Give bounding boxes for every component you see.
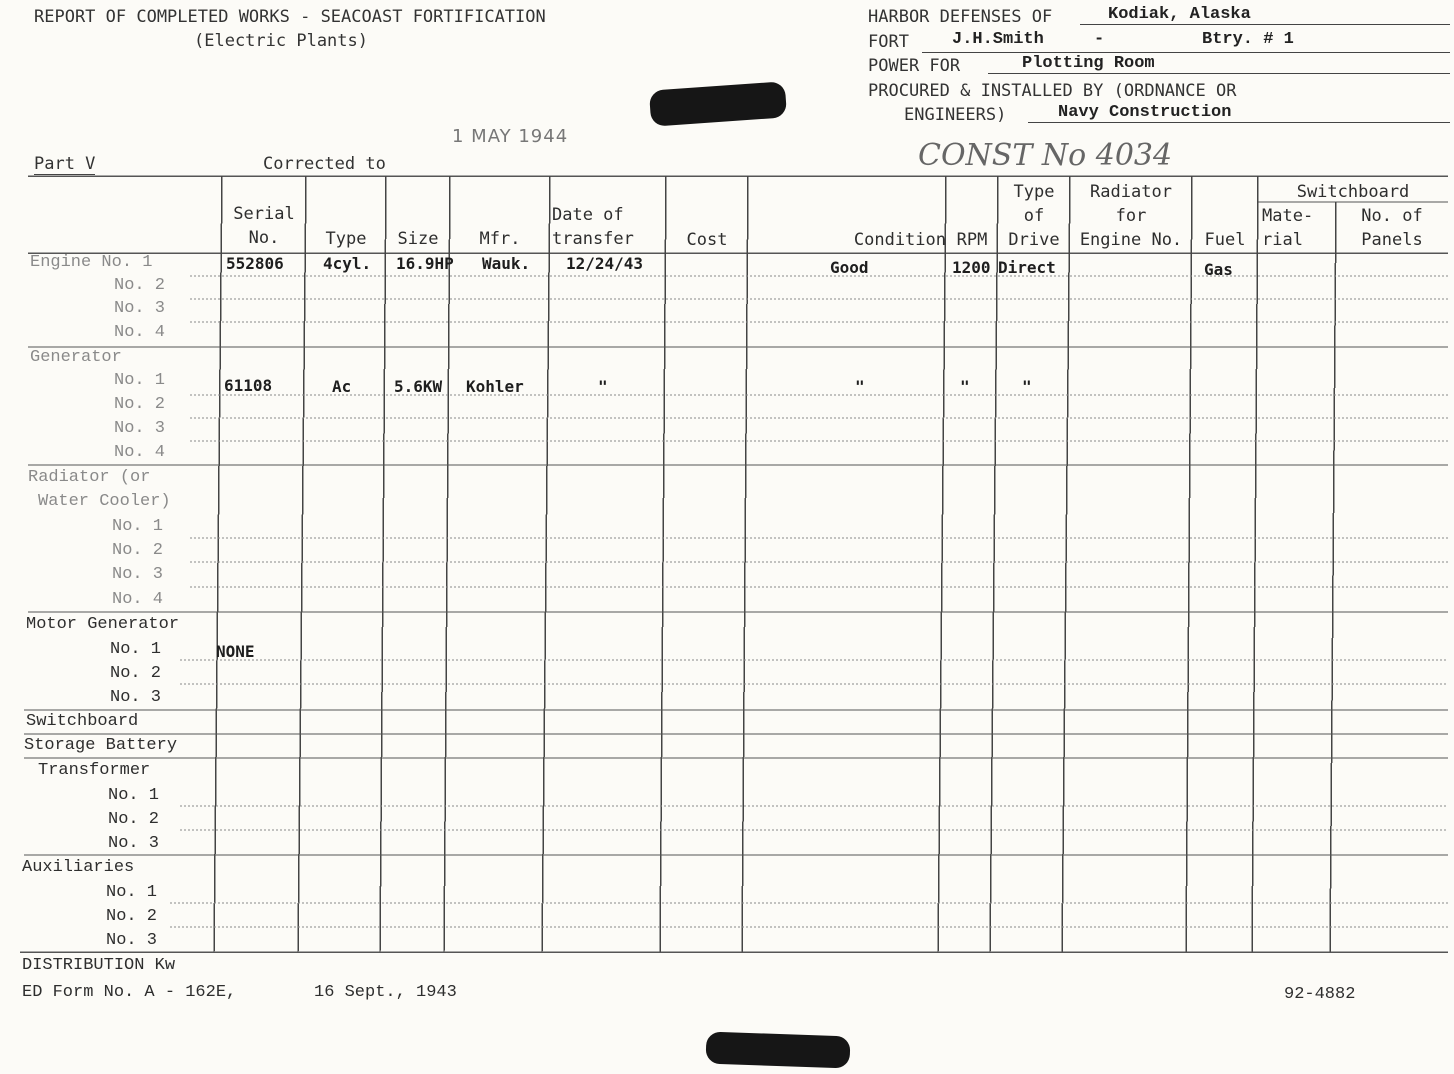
row-distribution-kw: DISTRIBUTION Kw bbox=[22, 956, 176, 975]
col-date-transfer: Date of transfer bbox=[552, 205, 634, 249]
engine1-condition: Good bbox=[830, 258, 869, 277]
generator1-type: Ac bbox=[332, 377, 352, 396]
row-engine-4: No. 4 bbox=[114, 323, 166, 342]
report-title: REPORT OF COMPLETED WORKS - SEACOAST FORTIFICATION bbox=[34, 7, 546, 27]
col-type-of-drive: Type of Drive bbox=[1008, 182, 1060, 250]
engine1-fuel: Gas bbox=[1204, 260, 1233, 279]
generator1-rpm-ditto: " bbox=[960, 377, 970, 396]
col-no-of-panels: No. of Panels bbox=[1361, 206, 1423, 250]
power-for-label: POWER FOR bbox=[868, 56, 961, 76]
motor-generator1-none: NONE bbox=[216, 642, 255, 661]
form-date: 16 Sept., 1943 bbox=[314, 983, 457, 1002]
power-for-value: Plotting Room bbox=[988, 54, 1450, 74]
col-material: Mate- rial bbox=[1262, 206, 1314, 250]
part-label: Part V bbox=[34, 154, 96, 174]
row-motor-generator-3: No. 3 bbox=[110, 688, 162, 707]
row-auxiliaries-2: No. 2 bbox=[106, 907, 158, 926]
harbor-defenses-label: HARBOR DEFENSES OF bbox=[868, 7, 1053, 27]
col-type: Type bbox=[325, 229, 367, 249]
col-serial-no: Serial No. bbox=[233, 204, 295, 248]
engine1-type: 4cyl. bbox=[323, 254, 372, 273]
row-motor-generator-heading: Motor Generator bbox=[26, 615, 180, 634]
fort-value: J.H.Smith bbox=[952, 30, 1044, 49]
row-radiator-heading-2: Water Cooler) bbox=[38, 492, 171, 511]
row-engine-2: No. 2 bbox=[114, 276, 166, 295]
generator1-size: 5.6KW bbox=[394, 377, 443, 396]
engine1-mfr: Wauk. bbox=[482, 254, 531, 273]
col-radiator-engine-no: Radiator for Engine No. bbox=[1079, 182, 1183, 250]
generator1-mfr: Kohler bbox=[466, 377, 524, 396]
date-stamp: 1 MAY 1944 bbox=[452, 126, 569, 147]
row-engine-1: Engine No. 1 bbox=[30, 253, 153, 272]
row-transformer-3: No. 3 bbox=[108, 834, 160, 853]
row-auxiliaries-heading: Auxiliaries bbox=[22, 858, 135, 877]
col-rpm: RPM bbox=[956, 230, 988, 250]
row-generator-2: No. 2 bbox=[114, 395, 166, 414]
row-storage-battery: Storage Battery bbox=[24, 736, 178, 755]
row-radiator-4: No. 4 bbox=[112, 590, 164, 609]
procured-label-2: ENGINEERS) bbox=[904, 105, 1007, 125]
row-generator-4: No. 4 bbox=[114, 443, 166, 462]
row-motor-generator-1: No. 1 bbox=[110, 640, 162, 659]
row-auxiliaries-3: No. 3 bbox=[106, 931, 158, 950]
row-switchboard: Switchboard bbox=[26, 712, 139, 731]
corrected-to-label: Corrected to bbox=[263, 154, 386, 174]
form-code: 92-4882 bbox=[1284, 985, 1356, 1004]
col-mfr: Mfr. bbox=[479, 229, 521, 249]
row-motor-generator-2: No. 2 bbox=[110, 664, 162, 683]
engine1-date: 12/24/43 bbox=[566, 254, 644, 273]
fort-dash: - bbox=[1094, 30, 1105, 49]
report-subtitle: (Electric Plants) bbox=[194, 31, 368, 51]
row-generator-1: No. 1 bbox=[114, 371, 166, 390]
col-size: Size bbox=[397, 229, 439, 249]
generator1-serial: 61108 bbox=[224, 376, 273, 395]
engine1-serial: 552806 bbox=[226, 254, 284, 273]
row-radiator-2: No. 2 bbox=[112, 541, 164, 560]
form-number: ED Form No. A - 162E, bbox=[22, 983, 237, 1002]
row-radiator-1: No. 1 bbox=[112, 517, 164, 536]
generator1-drive-ditto: " bbox=[1022, 377, 1032, 396]
engine1-rpm: 1200 bbox=[952, 258, 991, 277]
row-transformer-1: No. 1 bbox=[108, 786, 160, 805]
row-generator-3: No. 3 bbox=[114, 419, 166, 438]
procured-value: Navy Construction bbox=[1028, 103, 1450, 123]
col-condition: Condition bbox=[853, 230, 946, 250]
generator1-condition-ditto: " bbox=[855, 377, 865, 396]
engine1-size: 16.9HP bbox=[396, 254, 454, 273]
row-radiator-3: No. 3 bbox=[112, 565, 164, 584]
col-switchboard: Switchboard bbox=[1296, 182, 1410, 202]
engine1-drive: Direct bbox=[998, 258, 1056, 277]
row-generator-heading: Generator bbox=[30, 348, 122, 367]
row-transformer-2: No. 2 bbox=[108, 810, 160, 829]
battery-value: Btry. # 1 bbox=[1202, 30, 1294, 49]
row-engine-3: No. 3 bbox=[114, 299, 166, 318]
row-radiator-heading-1: Radiator (or bbox=[28, 468, 151, 487]
row-auxiliaries-1: No. 1 bbox=[106, 883, 158, 902]
fort-label: FORT bbox=[868, 32, 909, 52]
col-cost: Cost bbox=[686, 230, 728, 250]
procured-label-1: PROCURED & INSTALLED BY (ORDNANCE OR bbox=[868, 81, 1237, 101]
row-transformer-heading: Transformer bbox=[38, 761, 151, 780]
harbor-defenses-value: Kodiak, Alaska bbox=[1080, 5, 1450, 25]
col-fuel: Fuel bbox=[1204, 230, 1246, 250]
generator1-date-ditto: " bbox=[598, 377, 608, 396]
handwritten-const-number: CONST No 4034 bbox=[918, 138, 1173, 173]
